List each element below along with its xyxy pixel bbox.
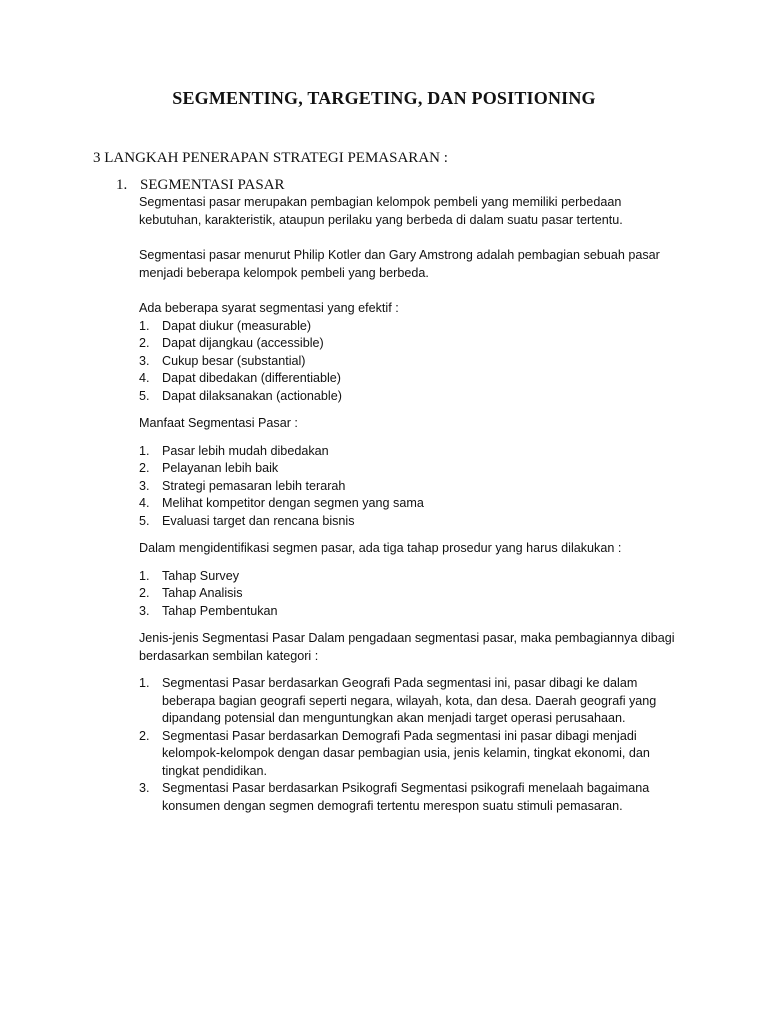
tahap-list [139, 568, 686, 621]
jenis-list [139, 675, 686, 815]
list-text: Dapat diukur (measurable) [162, 318, 312, 333]
list-item [139, 370, 686, 388]
list-text: Tahap Pembentukan [162, 603, 278, 618]
list-text: Melihat kompetitor dengan segmen yang sama [162, 496, 424, 510]
list-item [139, 478, 686, 496]
list-text: Segmentasi Pasar berdasarkan Demografi Pada segmentasi ini pasar dibagi menjadi kelompok-kelompok dengan dasar pembagian usia, jenis kelamin, tingkat ekonomi, dan tingkat pendidikan. [162, 728, 650, 778]
list-item [139, 603, 686, 621]
list-item [139, 568, 686, 586]
list-number: 4. [139, 371, 150, 385]
list-text: Tahap Survey [162, 568, 240, 583]
main-heading: 3 LANGKAH PENERAPAN STRATEGI PEMASARAN : [93, 150, 448, 166]
list-number: 1. [139, 318, 150, 333]
list-number: 2. [139, 728, 150, 743]
list-number: 3. [139, 603, 150, 618]
list-number: 5. [139, 388, 150, 403]
list-number: 1. [139, 443, 150, 458]
tahap-intro: Dalam mengidentifikasi segmen pasar, ada tiga tahap prosedur yang harus dilakukan : [139, 541, 622, 555]
list-number: 4. [139, 496, 150, 510]
list-number: 1. [139, 568, 150, 583]
section-title: SEGMENTASI PASAR [140, 177, 285, 193]
list-text: Tahap Analisis [162, 586, 243, 600]
section-number: 1. [116, 177, 128, 193]
syarat-intro: Ada beberapa syarat segmentasi yang efektif : [139, 301, 399, 315]
list-item [139, 388, 686, 406]
list-text: Strategi pemasaran lebih terarah [162, 478, 346, 493]
manfaat-intro: Manfaat Segmentasi Pasar : [139, 416, 298, 430]
list-item [139, 353, 686, 371]
paragraph-kotler: Segmentasi pasar menurut Philip Kotler dan Gary Amstrong adalah pembagian sebuah pasar menjadi beberapa kelompok pembeli yang berbeda. [139, 248, 660, 280]
list-item [139, 585, 686, 603]
list-text: Dapat dibedakan (differentiable) [162, 371, 341, 385]
list-item [139, 728, 686, 781]
list-item [139, 335, 686, 353]
list-item [139, 318, 686, 336]
list-number: 2. [139, 461, 150, 475]
list-number: 2. [139, 336, 150, 350]
list-number: 2. [139, 586, 150, 600]
list-number: 3. [139, 478, 150, 493]
list-number: 1. [139, 676, 150, 690]
list-text: Dapat dijangkau (accessible) [162, 336, 324, 350]
list-text: Segmentasi Pasar berdasarkan Geografi Pada segmentasi ini, pasar dibagi ke dalam beberapa bagian geografi seperti negara, wilayah, kota, dan desa. Daerah geografi yang dipandang potensial dan menguntungkan akan menjadi target operasi perusahaan. [162, 676, 657, 725]
syarat-list [139, 318, 686, 406]
list-text: Evaluasi target dan rencana bisnis [162, 513, 355, 528]
list-item [139, 443, 686, 461]
list-item [139, 675, 686, 728]
list-text: Dapat dilaksanakan (actionable) [162, 388, 342, 403]
list-number: 5. [139, 513, 150, 528]
list-item [139, 460, 686, 478]
list-text: Pelayanan lebih baik [162, 461, 279, 475]
document-title: SEGMENTING, TARGETING, DAN POSITIONING [172, 88, 596, 108]
list-number: 3. [139, 781, 150, 795]
list-number: 3. [139, 353, 150, 368]
paragraph-definition: Segmentasi pasar merupakan pembagian kelompok pembeli yang memiliki perbedaan kebutuhan, karakteristik, ataupun perilaku yang berbeda di dalam suatu pasar tertentu. [139, 195, 623, 227]
list-text: Segmentasi Pasar berdasarkan Psikografi Segmentasi psikografi menelaah bagaimana konsumen dengan segmen demografi tertentu merespon suatu stimuli pemasaran. [162, 781, 650, 813]
list-item [139, 780, 686, 815]
list-item [139, 513, 686, 531]
list-item [139, 495, 686, 513]
section-heading [116, 176, 686, 194]
list-text: Cukup besar (substantial) [162, 353, 306, 368]
section-segmentasi-pasar [116, 176, 686, 815]
section-body [139, 194, 686, 815]
manfaat-list [139, 443, 686, 531]
jenis-intro: Jenis-jenis Segmentasi Pasar Dalam pengadaan segmentasi pasar, maka pembagiannya dibagi berdasarkan sembilan kategori : [139, 631, 675, 663]
list-text: Pasar lebih mudah dibedakan [162, 443, 329, 458]
